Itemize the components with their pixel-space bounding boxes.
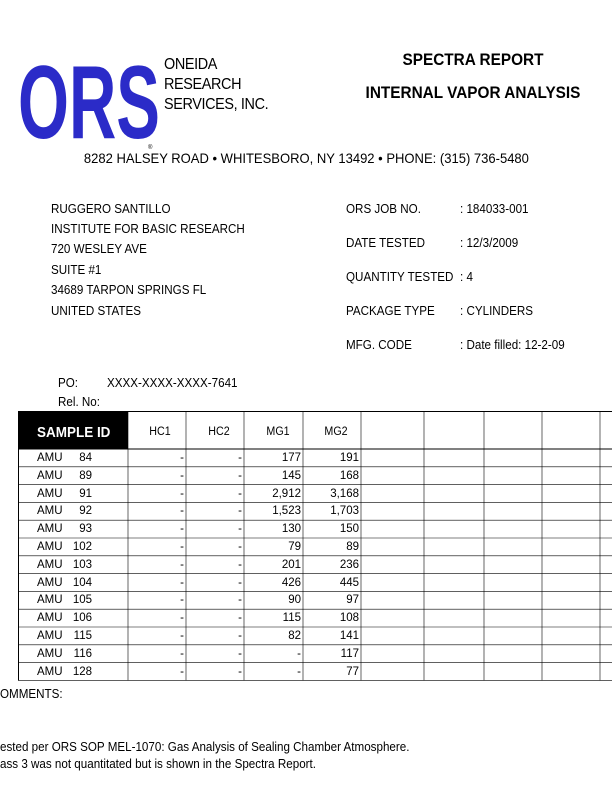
- customer-line: RUGGERO SANTILLO: [51, 202, 171, 216]
- column-header-mg2: MG2: [324, 426, 348, 438]
- mg1-value: 145: [281, 469, 301, 482]
- customer-line: UNITED STATES: [51, 304, 141, 318]
- row-prefix: AMU: [37, 523, 63, 536]
- customer-line: 720 WESLEY AVE: [51, 242, 147, 256]
- row-prefix: AMU: [37, 541, 63, 553]
- sample-id: 116: [73, 647, 92, 660]
- hc1-value: -: [180, 558, 184, 571]
- mg2-value: 150: [339, 523, 359, 536]
- row-prefix: AMU: [37, 558, 63, 571]
- column-header-hc2: HC2: [208, 426, 230, 438]
- package-type-value: : CYLINDERS: [460, 304, 534, 318]
- sample-id: 106: [72, 612, 92, 625]
- hc1-value: -: [180, 647, 184, 660]
- hc1-value: -: [180, 612, 184, 625]
- quantity-tested-label: QUANTITY TESTED: [346, 270, 454, 284]
- row-prefix: AMU: [37, 487, 63, 500]
- sample-id: 128: [72, 665, 92, 678]
- hc2-value: -: [238, 612, 242, 625]
- hc1-value: -: [180, 576, 184, 589]
- hc1-value: -: [180, 541, 184, 553]
- row-prefix: AMU: [37, 469, 63, 482]
- job-number-value: : 184033-001: [460, 202, 529, 216]
- row-prefix: AMU: [37, 665, 63, 678]
- mg2-value: 117: [340, 647, 359, 660]
- report-subtitle: INTERNAL VAPOR ANALYSIS: [365, 84, 581, 102]
- mg1-value: 1,523: [272, 505, 301, 518]
- hc2-value: -: [238, 505, 242, 518]
- sample-id: 115: [73, 630, 92, 642]
- hc2-value: -: [238, 452, 242, 464]
- logo-text: ORS: [18, 46, 160, 150]
- column-header-hc1: HC1: [149, 426, 171, 438]
- mg1-value: 2,912: [272, 487, 301, 500]
- hc1-value: -: [180, 452, 184, 464]
- report-title: SPECTRA REPORT: [402, 51, 544, 69]
- mg1-value: 115: [282, 612, 301, 625]
- package-type-label: PACKAGE TYPE: [346, 304, 435, 318]
- sample-id: 89: [79, 469, 92, 482]
- mg2-value: 89: [346, 541, 359, 553]
- mg2-value: 77: [346, 665, 359, 678]
- customer-line: INSTITUTE FOR BASIC RESEARCH: [51, 222, 245, 236]
- sample-id: 103: [72, 558, 92, 571]
- comment-note: ested per ORS SOP MEL-1070: Gas Analysis of Sealing Chamber Atmosphere.: [0, 740, 410, 754]
- mg2-value: 3,168: [330, 487, 359, 500]
- row-prefix: AMU: [37, 505, 63, 518]
- hc2-value: -: [238, 630, 242, 642]
- company-address: 8282 HALSEY ROAD • WHITESBORO, NY 13492 • PHONE: (315) 736-5480: [83, 150, 529, 166]
- mfg-code-label: MFG. CODE: [346, 338, 412, 352]
- mg2-value: 1,703: [330, 505, 359, 518]
- date-tested-label: DATE TESTED: [346, 236, 426, 250]
- company-name-line-2: RESEARCH: [164, 76, 242, 93]
- row-prefix: AMU: [37, 576, 63, 589]
- mg2-value: 445: [339, 576, 359, 589]
- hc1-value: -: [180, 469, 184, 482]
- mg1-value: 79: [288, 541, 301, 553]
- row-prefix: AMU: [37, 452, 63, 464]
- company-name-line-1: ONEIDA: [164, 56, 218, 73]
- mfg-code-value: : Date filled: 12-2-09: [460, 338, 565, 352]
- po-label: PO:: [58, 376, 79, 390]
- sample-id: 102: [72, 541, 92, 553]
- company-name-line-3: SERVICES, INC.: [164, 96, 269, 113]
- quantity-tested-value: : 4: [460, 270, 473, 284]
- hc2-value: -: [238, 594, 242, 607]
- hc2-value: -: [238, 523, 242, 536]
- job-number-label: ORS JOB NO.: [346, 202, 421, 216]
- hc2-value: -: [238, 487, 242, 500]
- sample-id: 105: [72, 594, 92, 607]
- sample-id: 93: [79, 523, 92, 536]
- mg2-value: 108: [339, 612, 359, 625]
- mg2-value: 168: [339, 469, 359, 482]
- row-prefix: AMU: [37, 594, 63, 607]
- mg1-value: -: [297, 647, 301, 660]
- mg2-value: 141: [339, 630, 359, 642]
- row-prefix: AMU: [37, 647, 63, 660]
- mg1-value: 90: [288, 594, 301, 607]
- po-value: XXXX-XXXX-XXXX-7641: [107, 376, 238, 390]
- hc1-value: -: [180, 665, 184, 678]
- row-prefix: AMU: [37, 630, 63, 642]
- hc1-value: -: [180, 594, 184, 607]
- hc2-value: -: [238, 576, 242, 589]
- comment-note: ass 3 was not quantitated but is shown in the Spectra Report.: [0, 757, 317, 771]
- mg2-value: 191: [339, 452, 359, 464]
- sample-id: 92: [79, 505, 92, 518]
- rel-no-label: Rel. No:: [58, 395, 100, 409]
- hc1-value: -: [180, 505, 184, 518]
- hc1-value: -: [180, 523, 184, 536]
- mg1-value: 201: [281, 558, 301, 571]
- customer-line: SUITE #1: [51, 263, 102, 277]
- mg1-value: 130: [281, 523, 301, 536]
- mg2-value: 97: [346, 594, 359, 607]
- hc2-value: -: [238, 558, 242, 571]
- hc1-value: -: [180, 487, 184, 500]
- column-header-mg1: MG1: [266, 426, 290, 438]
- hc2-value: -: [238, 647, 242, 660]
- mg2-value: 236: [339, 558, 359, 571]
- registered-mark-icon: ®: [148, 145, 153, 150]
- mg1-value: 177: [281, 452, 301, 464]
- sample-id: 91: [79, 487, 92, 500]
- sample-id-header: SAMPLE ID: [19, 412, 128, 449]
- date-tested-value: : 12/3/2009: [460, 236, 519, 250]
- row-prefix: AMU: [37, 612, 63, 625]
- mg1-value: 82: [288, 630, 301, 642]
- sample-id: 104: [72, 576, 92, 589]
- mg1-value: -: [297, 665, 301, 678]
- ors-logo: [18, 46, 163, 150]
- mg1-value: 426: [281, 576, 301, 589]
- customer-line: 34689 TARPON SPRINGS FL: [51, 283, 207, 297]
- hc2-value: -: [238, 541, 242, 553]
- hc2-value: -: [238, 469, 242, 482]
- comments-label: OMMENTS:: [0, 687, 63, 701]
- hc1-value: -: [180, 630, 184, 642]
- hc2-value: -: [238, 665, 242, 678]
- sample-id: 84: [79, 452, 92, 464]
